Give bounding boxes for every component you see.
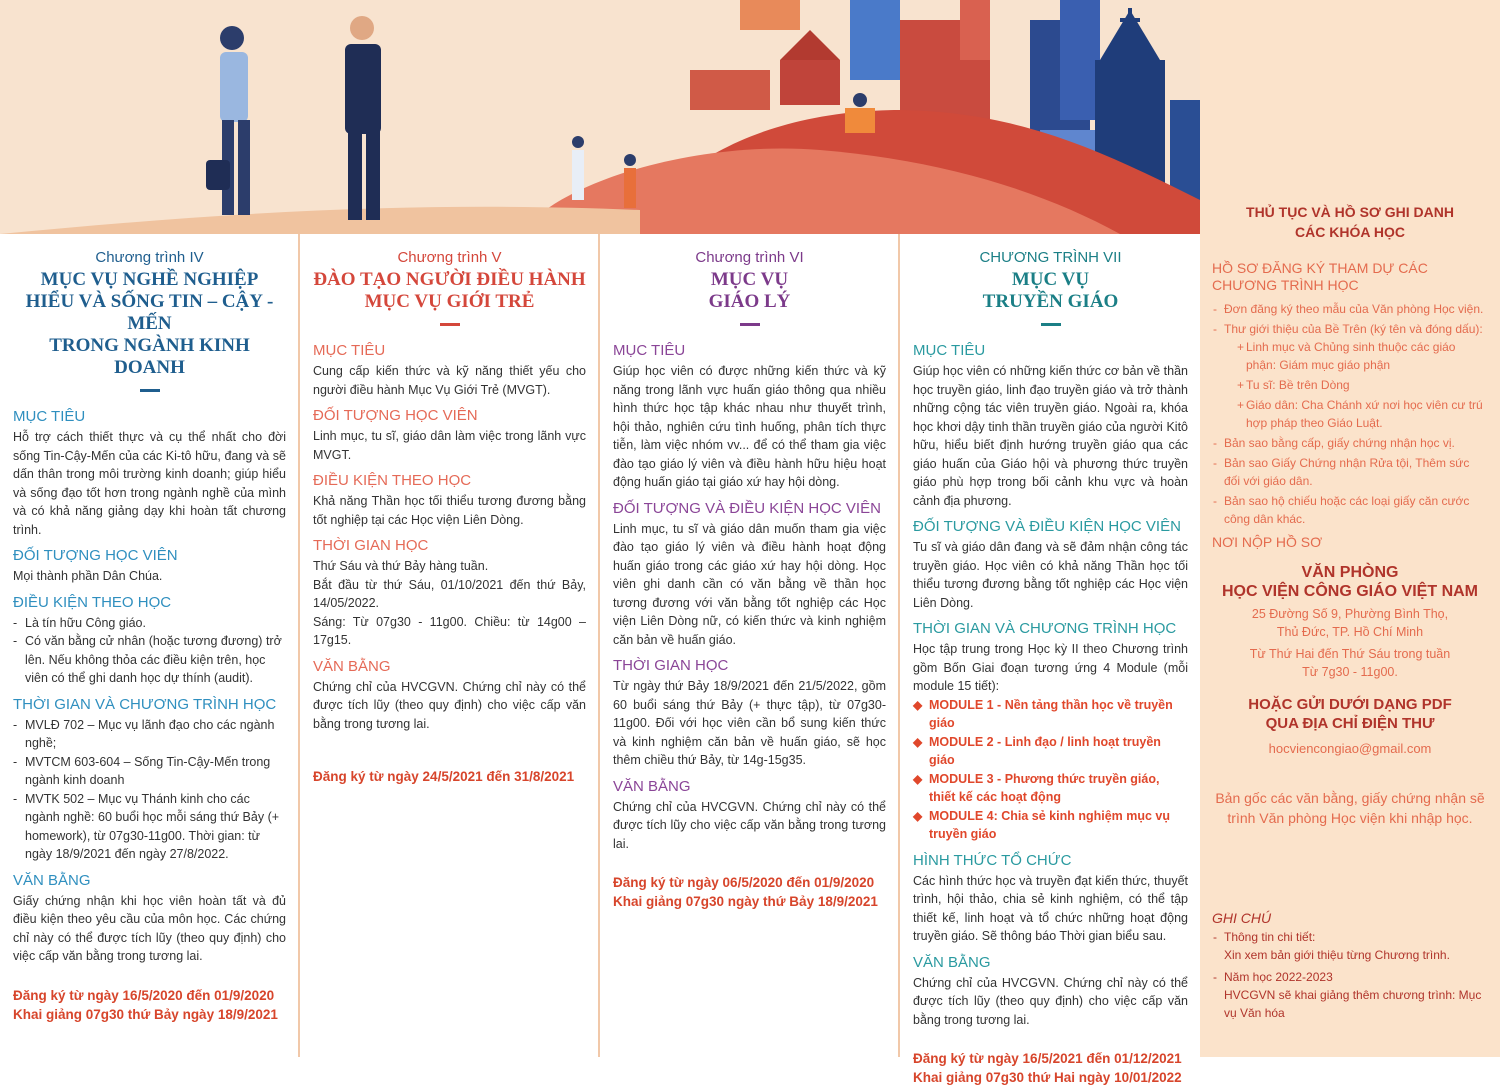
note-label: - Năm học 2022-2023 bbox=[1224, 970, 1333, 984]
office-address: 25 Đường Số 9, Phường Bình Thọ, Thủ Đức, TP. Hồ Chí Minh bbox=[1251, 607, 1449, 639]
pdf-instruction: HOẶC GỬI DƯỚI DẠNG PDF QUA ĐỊA CHỈ ĐIỆN THƯ bbox=[1248, 696, 1452, 732]
note-label: - Thông tin chi tiết: bbox=[1224, 930, 1316, 944]
list-item bbox=[1212, 320, 1488, 432]
section-heading-schedule: THỜI GIAN HỌC bbox=[613, 657, 729, 674]
objective-text: Cung cấp kiến thức và kỹ năng thiết yếu cho người điều hành Mục Vụ Giới Trẻ (MVGT). bbox=[313, 364, 586, 397]
note-text: HVCGVN sẽ khai giảng thêm chương trình: Mục vụ Văn hóa bbox=[1224, 988, 1482, 1020]
program-iv-column bbox=[0, 234, 300, 1057]
section-heading-schedule: THỜI GIAN HỌC bbox=[313, 537, 429, 554]
notes-heading: GHI CHÚ bbox=[1212, 910, 1272, 926]
section-heading-objective: MỤC TIÊU bbox=[13, 408, 86, 425]
objective-text: Giúp học viên có được những kiến thức và kỹ năng trong lãnh vực huấn giáo thông qua nhiều hình thức học tập khác nhau như thuyết trình, hội thảo, nghiên cứu tình huống, phân tích thực tiễn, làm việc nhóm vv... để có thể tham gia việc đào tạo giáo lý viên và điều hành hữu hiệu hoạt động huấn giáo tại giáo xứ hay hội dòng. bbox=[613, 364, 886, 489]
registration-info bbox=[613, 873, 886, 911]
list-item: - MVTCM 603-604 – Sống Tin-Cậy-Mến trong ngành kinh doanh bbox=[13, 753, 286, 790]
list-item: - Là tín hữu Công giáo. bbox=[13, 614, 286, 633]
list-item: ◆ MODULE 4: Chia sẻ kinh nghiệm mục vụ truyền giáo bbox=[913, 807, 1188, 844]
schedule-text: Học tập trung trong Học kỳ II theo Chương trình gồm Bốn Giai đoạn tương ứng 4 Module (mỗi module 15 tiết): bbox=[913, 642, 1188, 693]
documents-list bbox=[1212, 300, 1488, 528]
section-heading-certificate: VĂN BẰNG bbox=[613, 777, 691, 795]
schedule-list bbox=[13, 716, 286, 864]
registration-dates: Đăng ký từ ngày 24/5/2021 đến 31/8/2021 bbox=[313, 769, 575, 784]
certificate-text: Giấy chứng nhận khi học viên hoàn tất và đủ điều kiện theo yêu cầu của môn học. Các chứng chỉ này có thể được tích lũy (theo quy định) cho việc cấp văn bằng trong tương lai. bbox=[13, 893, 286, 963]
registration-dates: Đăng ký từ ngày 16/5/2021 đến 01/12/2021 bbox=[913, 1051, 1182, 1066]
section-heading-requirements: ĐIỀU KIỆN THEO HỌC bbox=[13, 593, 172, 611]
audience-text: Mọi thành phần Dân Chúa. bbox=[13, 569, 163, 583]
opening-date: Khai giảng 07g30 thứ Bảy ngày 18/9/2021 bbox=[13, 1006, 278, 1022]
audience-text: Tu sĩ và giáo dân đang và sẽ đảm nhận công tác truyền giáo. Học viên có khả năng Thần học tối thiểu tương đương bằng tốt nghiệp các Học viện Liên Dòng. bbox=[913, 540, 1188, 610]
program-v-column bbox=[300, 234, 600, 1057]
program-title: MỤC VỤ TRUYỀN GIÁO bbox=[982, 269, 1119, 312]
section-heading-objective: MỤC TIÊU bbox=[613, 342, 686, 359]
sidebar-title: THỦ TỤC VÀ HỒ SƠ GHI DANH CÁC KHÓA HỌC bbox=[1246, 204, 1454, 240]
module-list bbox=[913, 696, 1188, 844]
original-documents-note: Bản gốc các văn bằng, giấy chứng nhận sẽ trình Văn phòng Học viện khi nhập học. bbox=[1215, 790, 1485, 826]
certificate-text: Chứng chỉ của HVCGVN. Chứng chỉ này có thể được tích lũy (theo quy định) cho việc cấp văn bằng trong tương lai. bbox=[913, 975, 1188, 1027]
section-heading-requirements: ĐIỀU KIỆN THEO HỌC bbox=[313, 472, 472, 489]
office-hours: Từ Thứ Hai đến Thứ Sáu trong tuần Từ 7g30 - 11g00. bbox=[1249, 647, 1451, 679]
list-item: - Đơn đăng ký theo mẫu của Văn phòng Học viện. bbox=[1212, 300, 1488, 318]
title-divider bbox=[440, 323, 460, 326]
enrollment-sidebar bbox=[1200, 0, 1500, 1057]
list-item: - MVTK 502 – Mục vụ Thánh kinh cho các ngành nghề: 60 buổi học mỗi sáng thứ Bảy (+ homework), từ 07g30-11g00. Thời gian: từ ngày 18/9/2021 đến ngày 27/8/2022. bbox=[13, 790, 286, 864]
notes-list bbox=[1212, 928, 1488, 1022]
note-text: Xin xem bản giới thiệu từng Chương trình. bbox=[1224, 948, 1450, 962]
list-item: ◆ MODULE 1 - Nền tảng thần học về truyền giáo bbox=[913, 696, 1188, 733]
section-heading-documents: HỒ SƠ ĐĂNG KÝ THAM DỰ CÁC CHƯƠNG TRÌNH HỌC bbox=[1212, 260, 1428, 293]
program-label: CHƯƠNG TRÌNH VII bbox=[979, 249, 1122, 266]
registration-info bbox=[313, 767, 586, 786]
list-item: - MVLĐ 702 – Mục vụ lãnh đạo cho các ngành nghề; bbox=[13, 716, 286, 753]
sub-item: + Tu sĩ: Bề trên Dòng bbox=[1236, 376, 1488, 394]
program-vi-column bbox=[600, 234, 900, 1057]
section-heading-certificate: VĂN BẰNG bbox=[13, 871, 91, 889]
list-item: - Bản sao hộ chiếu hoặc các loại giấy căn cước công dân khác. bbox=[1212, 492, 1488, 528]
program-title: ĐÀO TẠO NGƯỜI ĐIỀU HÀNH MỤC VỤ GIỚI TRẺ bbox=[313, 269, 586, 312]
section-heading-audience: ĐỐI TƯỢNG VÀ ĐIỀU KIỆN HỌC VIÊN bbox=[913, 518, 1181, 535]
opening-date: Khai giảng 07g30 ngày thứ Bảy 18/9/2021 bbox=[613, 894, 878, 909]
email-address[interactable]: hocviencongiao@gmail.com bbox=[1268, 741, 1432, 756]
list-item bbox=[1212, 968, 1488, 1022]
program-title: MỤC VỤ GIÁO LÝ bbox=[708, 269, 791, 312]
schedule-text: Từ ngày thứ Bảy 18/9/2021 đến 21/5/2022, gồm 60 buổi sáng thứ Bảy (+ thực tập), từ 07g30-11g00. Đối với học viên cần bổ sung kiến thức và kinh nghiệm căn bản về huấn giáo, sẽ học thêm chiều thứ Bảy, từ 14g-15g35. bbox=[613, 679, 886, 767]
list-item: - Bản sao Giấy Chứng nhận Rửa tội, Thêm sức đối với giáo dân. bbox=[1212, 454, 1488, 490]
section-heading-audience: ĐỐI TƯỢNG HỌC VIÊN bbox=[13, 547, 178, 564]
section-heading-audience: ĐỐI TƯỢNG HỌC VIÊN bbox=[313, 407, 478, 424]
title-divider bbox=[740, 323, 760, 326]
program-title: MỤC VỤ NGHỀ NGHIỆP HIỂU VÀ SỐNG TIN – CẬY - MẾN TRONG NGÀNH KINH DOANH bbox=[25, 269, 274, 378]
section-heading-certificate: VĂN BẰNG bbox=[913, 953, 991, 971]
sub-item: + Linh mục và Chủng sinh thuộc các giáo phận: Giám mục giáo phận bbox=[1236, 338, 1488, 374]
requirements-list bbox=[13, 614, 286, 688]
registration-info bbox=[13, 986, 286, 1024]
registration-info bbox=[913, 1049, 1188, 1087]
schedule-text-1: Thứ Sáu và thứ Bảy hàng tuần. bbox=[313, 559, 489, 573]
registration-dates: Đăng ký từ ngày 16/5/2020 đến 01/9/2020 bbox=[13, 987, 275, 1003]
section-heading-format: HÌNH THỨC TỔ CHỨC bbox=[913, 851, 1072, 869]
objective-text: Giúp học viên có những kiến thức cơ bản về thần học truyền giáo, linh đạo truyền giáo và trở thành những cộng tác viên truyền giáo. Ngoài ra, khóa học khơi dậy tinh thần truyền giáo của người Kitô hữu, hiểu biết định hướng truyền giáo qua các giáo huấn của Giáo hội và phương thức truyền giáo phù hợp trong bối cảnh khu vực và hoàn cảnh địa phương. bbox=[913, 364, 1188, 508]
program-label: Chương trình V bbox=[397, 249, 502, 266]
sub-item: + Giáo dân: Cha Chánh xứ nơi học viên cư trú hợp pháp theo Giáo Luật. bbox=[1236, 396, 1488, 432]
section-heading-objective: MỤC TIÊU bbox=[313, 342, 386, 359]
section-heading-schedule: THỜI GIAN VÀ CHƯƠNG TRÌNH HỌC bbox=[913, 620, 1177, 637]
section-heading-audience: ĐỐI TƯỢNG VÀ ĐIỀU KIỆN HỌC VIÊN bbox=[613, 499, 881, 517]
section-heading-submit: NƠI NỘP HỒ SƠ bbox=[1212, 534, 1323, 550]
opening-date: Khai giảng 07g30 thứ Hai ngày 10/01/2022 bbox=[913, 1070, 1182, 1085]
title-divider bbox=[1041, 323, 1061, 326]
sub-list bbox=[1224, 338, 1488, 432]
certificate-text: Chứng chỉ của HVCGVN. Chứng chỉ này có thể được tích lũy cho việc cấp văn bằng trong tương lai. bbox=[613, 799, 886, 851]
certificate-text: Chứng chỉ của HVCGVN. Chứng chỉ này có thể được tích lũy (theo quy định) cho việc cấp văn bằng trong tương lai. bbox=[313, 679, 586, 731]
list-item: ◆ MODULE 3 - Phương thức truyền giáo, thiết kế các hoạt động bbox=[913, 770, 1188, 807]
objective-text: Hỗ trợ cách thiết thực và cụ thể nhất cho đời sống Tin-Cậy-Mến của các Ki-tô hữu, đang và sẽ dấn thân trong môi trường kinh doanh; giúp hiểu và sống đạo tốt hơn trong ngành nghề của mình và có khả năng giảng dạy khi hoàn tất chương trình. bbox=[13, 430, 286, 537]
list-item: - Bản sao bằng cấp, giấy chứng nhận học vị. bbox=[1212, 434, 1488, 452]
requirements-text: Khả năng Thần học tối thiểu tương đương bằng tốt nghiệp tại các Học viện Liên Dòng. bbox=[313, 494, 586, 527]
audience-text: Linh mục, tu sĩ, giáo dân làm việc trong lãnh vực MVGT. bbox=[313, 429, 586, 462]
program-label: Chương trình VI bbox=[695, 249, 804, 266]
list-item bbox=[1212, 928, 1488, 964]
list-item-label: Thư giới thiệu của Bề Trên (ký tên và đóng dấu): bbox=[1224, 322, 1483, 336]
schedule-text-3: Sáng: Từ 07g30 - 11g00. Chiều: từ 14g00 – 17g15. bbox=[313, 614, 586, 647]
office-name: VĂN PHÒNG HỌC VIỆN CÔNG GIÁO VIỆT NAM bbox=[1221, 564, 1478, 600]
schedule-text-2: Bắt đầu từ thứ Sáu, 01/10/2021 đến thứ Bảy, 14/05/2022. bbox=[313, 577, 586, 610]
section-heading-objective: MỤC TIÊU bbox=[913, 342, 986, 359]
audience-text: Linh mục, tu sĩ và giáo dân muốn tham gia việc đào tạo giáo lý viên và điều hành hoạt động huấn giáo trong các giáo xứ hay hội dòng. Học viên ghi danh cần có văn bằng về thần học tương đương với văn bằng tốt nghiệp các Học viện Liên Dòng nữ, có kiến thức và kinh nghiệm căn bản về huấn giáo. bbox=[613, 521, 886, 647]
registration-dates: Đăng ký từ ngày 06/5/2020 đến 01/9/2020 bbox=[613, 875, 875, 890]
section-heading-certificate: VĂN BẰNG bbox=[313, 657, 391, 675]
format-text: Các hình thức học và truyền đạt kiến thức, thuyết trình, hội thảo, chia sẻ kinh nghiệm, có thể tập thiết kế, linh hoạt và tổ chức những hoạt động truyền giáo. Sẽ thông báo Thời gian biểu sau. bbox=[913, 873, 1188, 943]
list-item: ◆ MODULE 2 - Linh đạo / linh hoạt truyền giáo bbox=[913, 733, 1188, 770]
title-divider bbox=[140, 389, 160, 392]
section-heading-schedule: THỜI GIAN VÀ CHƯƠNG TRÌNH HỌC bbox=[13, 695, 277, 713]
program-label: Chương trình IV bbox=[95, 249, 204, 266]
list-item: - Có văn bằng cử nhân (hoặc tương đương) trở lên. Nếu không thỏa các điều kiện trên, học viên có thể ghi danh học dự thính (audit). bbox=[13, 632, 286, 688]
program-vii-column bbox=[900, 234, 1200, 1085]
